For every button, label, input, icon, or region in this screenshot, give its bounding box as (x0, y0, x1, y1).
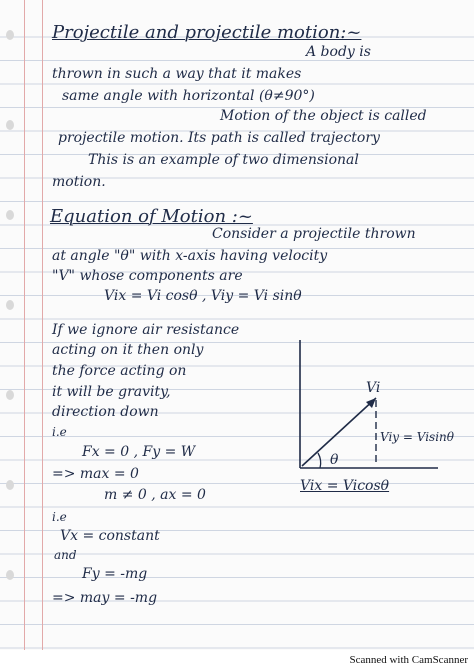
binder-hole (6, 30, 14, 40)
note-line: the force acting on (52, 363, 187, 379)
angle-label: θ (330, 452, 339, 468)
velocity-label: Vi (366, 380, 381, 396)
note-line: direction down (52, 404, 159, 420)
note-line: Fy = -mg (82, 566, 148, 582)
projectile-diagram (292, 340, 442, 490)
velocity-vector (302, 398, 376, 466)
note-line: i.e (52, 425, 67, 439)
binder-hole (6, 300, 14, 310)
note-line: and (54, 548, 77, 562)
note-line: => max = 0 (52, 466, 139, 482)
binder-hole (6, 480, 14, 490)
binder-hole (6, 390, 14, 400)
note-line: i.e (52, 510, 67, 524)
section-line: Consider a projectile thrown (212, 226, 416, 242)
intro-line: same angle with horizontal (θ≠90°) (62, 88, 315, 104)
intro-line: A body is (306, 44, 371, 60)
note-line: => may = -mg (52, 590, 158, 606)
binder-hole (6, 120, 14, 130)
margin-line (24, 0, 25, 650)
scanner-watermark: Scanned with CamScanner (349, 654, 468, 666)
note-line: Vx = constant (60, 528, 160, 544)
margin-line (42, 0, 43, 650)
note-line: it will be gravity, (52, 384, 171, 400)
note-line: Fx = 0 , Fy = W (82, 444, 196, 460)
note-line: If we ignore air resistance (52, 322, 240, 338)
note-line: m ≠ 0 , ax = 0 (104, 487, 206, 503)
page-title: Projectile and projectile motion:~ (52, 22, 362, 43)
vertical-component-label: Viy = Visinθ (380, 430, 454, 444)
section-heading: Equation of Motion :~ (50, 206, 253, 227)
section-line: at angle "θ" with x-axis having velocity (52, 248, 328, 264)
horizontal-component-label: Vix = Vicosθ (300, 478, 390, 494)
section-line: "V" whose components are (52, 268, 243, 284)
intro-line: thrown in such a way that it makes (52, 66, 302, 82)
angle-arc (318, 453, 321, 468)
intro-line: Motion of the object is called (220, 108, 427, 124)
intro-line: This is an example of two dimensional (88, 152, 359, 168)
note-line: acting on it then only (52, 342, 204, 358)
intro-line: projectile motion. Its path is called trajectory (58, 130, 380, 146)
binder-hole (6, 570, 14, 580)
section-line: Vix = Vi cosθ , Viy = Vi sinθ (104, 288, 302, 304)
intro-line: motion. (52, 174, 106, 190)
binder-hole (6, 210, 14, 220)
